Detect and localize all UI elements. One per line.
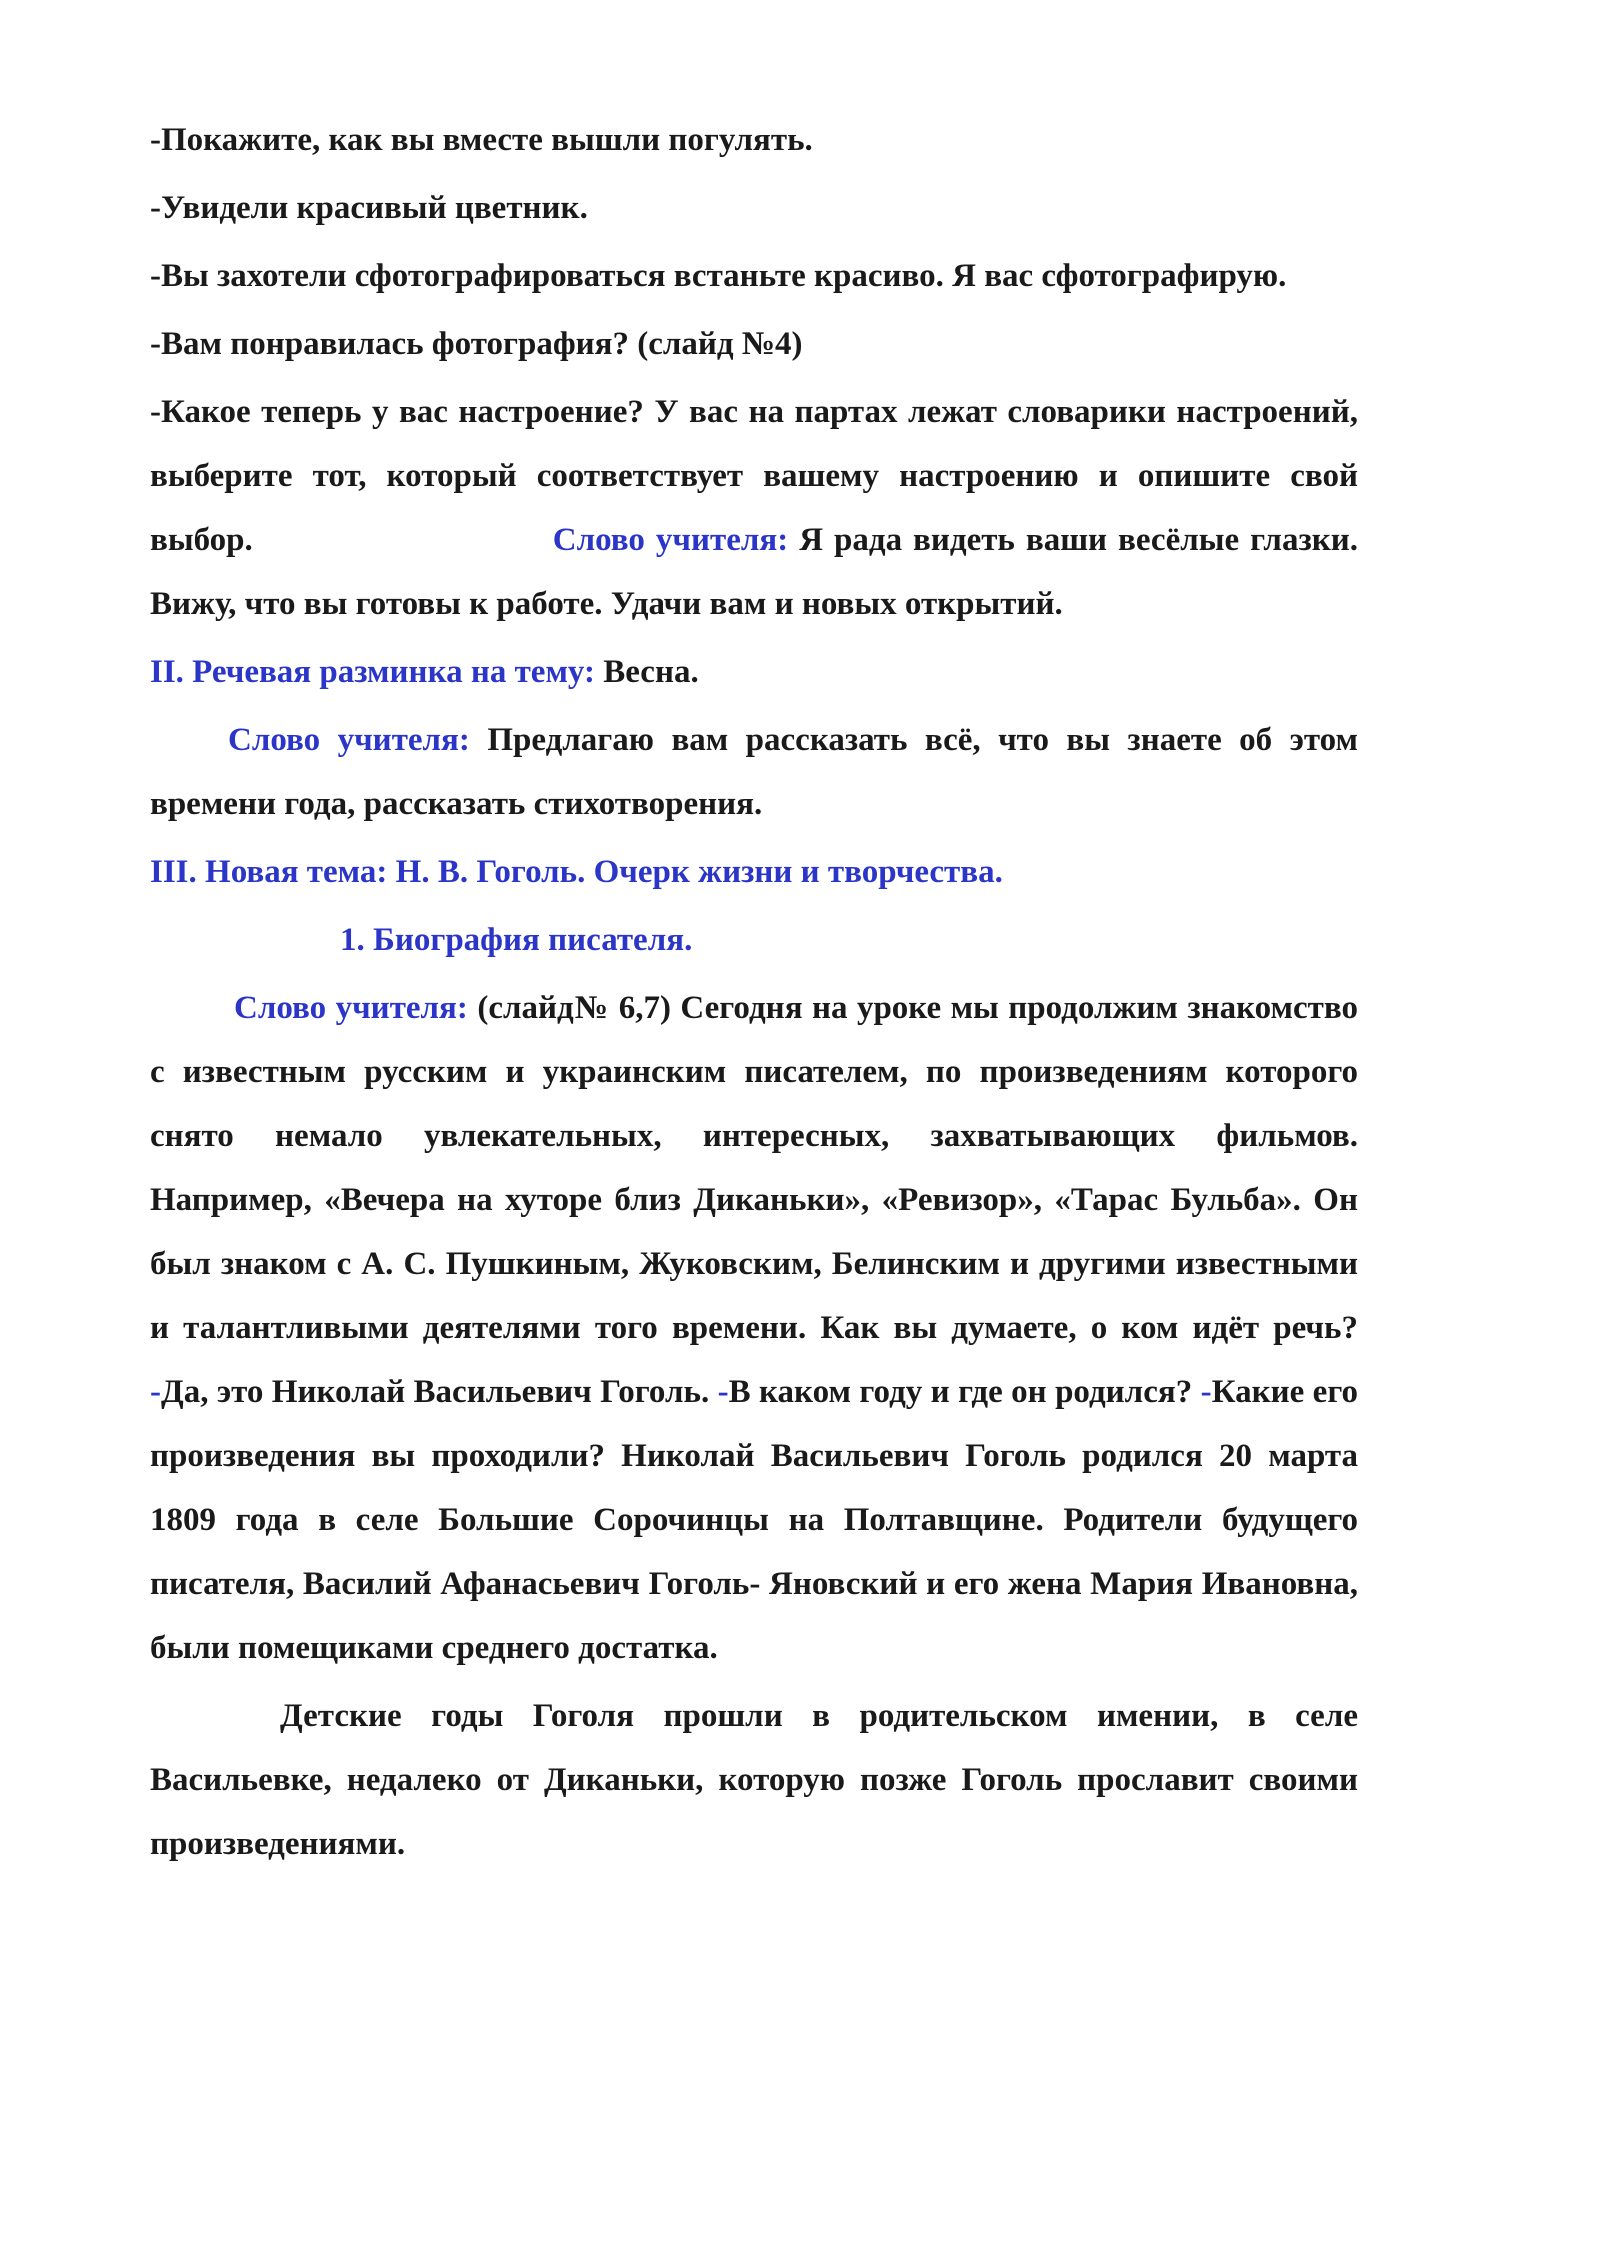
list-item-biography: 1. Биография писателя.: [340, 922, 693, 958]
paragraph-walk: -Покажите, как вы вместе вышли погулять.: [150, 122, 813, 158]
paragraph-childhood: Детские годы Гоголя прошли в родительском имении, в селе Васильевке, недалеко от Диканьки, которую позже Гоголь прославит своими произведениями.: [150, 1698, 1358, 1862]
biography-text-4: Какие его произведения вы проходили? Николай Васильевич Гоголь родился 20 марта 1809 года в селе Большие Сорочинцы на Полтавщине. Родители будущего писателя, Василий Афанасьевич Гоголь- Яновский и его жена Мария Ивановна, были помещиками среднего достатка.: [150, 1374, 1358, 1666]
teacher-label: Слово учителя:: [234, 990, 468, 1026]
section-heading-2: [150, 640, 1358, 704]
mood-text: -Какое теперь у вас настроение? У вас на партах лежат словарики настроений, выберите тот, который соответствует вашему настроению и опишите свой выбор.: [150, 394, 1358, 558]
paragraph-biography: [150, 976, 1358, 1680]
biography-text-3: В каком году и где он родился?: [728, 1374, 1201, 1410]
paragraph-mood: [150, 380, 1358, 636]
paragraph-slide-4: -Вам понравилась фотография? (слайд №4): [150, 326, 803, 362]
document-page: [150, 108, 1358, 1876]
teacher-greeting: Я рада видеть ваши весёлые глазки. Вижу, что вы готовы к работе. Удачи вам и новых открытий.: [150, 522, 1358, 622]
dash-marker: -: [1200, 1374, 1212, 1410]
dash-marker: -: [717, 1374, 729, 1410]
spring-text: Предлагаю вам рассказать всё, что вы знаете об этом времени года, рассказать стихотворения.: [150, 722, 1358, 822]
paragraph-photo: -Вы захотели сфотографироваться встаньте красиво. Я вас сфотографирую.: [150, 258, 1287, 294]
section-heading-2-topic: Весна.: [594, 654, 699, 690]
biography-text-2: Да, это Николай Васильевич Гоголь.: [161, 1374, 718, 1410]
biography-text-1: (слайд№ 6,7) Сегодня на уроке мы продолжим знакомство с известным русским и украинским писателем, по произведениям которого снято немало увлекательных, интересных, захватывающих фильмов. Например, «Вечера на хуторе близ Диканьки», «Ревизор», «Тарас Бульба». Он был знаком с А. С. Пушкиным, Жуковским, Белинским и другими известными и талантливыми деятелями того времени. Как вы думаете, о ком идёт речь?: [150, 990, 1358, 1346]
paragraph-spring: [150, 708, 1358, 836]
section-heading-3: III. Новая тема: Н. В. Гоголь. Очерк жизни и творчества.: [150, 854, 1003, 890]
teacher-label: Слово учителя:: [228, 722, 470, 758]
paragraph-flowerbed: -Увидели красивый цветник.: [150, 190, 588, 226]
dash-marker: -: [150, 1374, 161, 1410]
teacher-label: Слово учителя:: [552, 522, 789, 558]
section-heading-2-label: II. Речевая разминка на тему:: [150, 654, 595, 690]
